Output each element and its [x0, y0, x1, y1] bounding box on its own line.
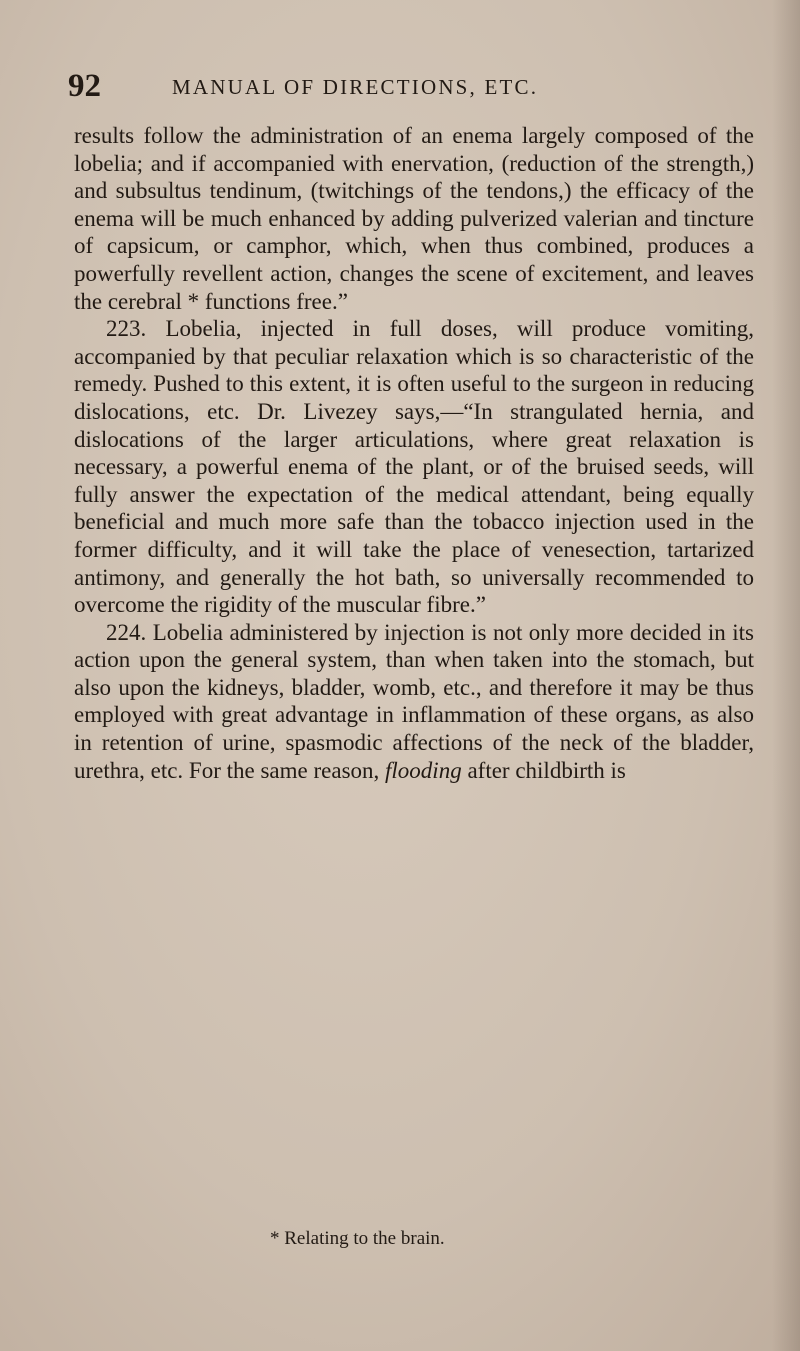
body-text: [74, 122, 754, 784]
page-header: [68, 66, 754, 106]
page-edge-shadow: [772, 0, 800, 1351]
footnote: * Relating to the brain.: [270, 1228, 445, 1249]
paragraph-224: [74, 619, 754, 785]
paragraph-224-end: after childbirth is: [461, 757, 626, 783]
paragraph-continued: results follow the administration of an enema largely composed of the lobelia; and if accompanied with enervation, (reduction of the strength,) and subsultus tendinum, (twitchings of the tendons,) the efficacy of the enema will be much enhanced by adding pulverized valerian and tincture of capsicum, or camphor, which, when thus combined, produces a powerfully revellent action, changes the scene of excitement, and leaves the cerebral * functions free.”: [74, 123, 754, 314]
page-number: 92: [68, 68, 101, 104]
running-head: MANUAL OF DIRECTIONS, ETC.: [172, 75, 539, 99]
italic-term: flooding: [385, 757, 462, 783]
paragraph-224-text: 224. Lobelia administered by injection is not only more decided in its action upon the general system, than when taken into the stomach, but also upon the kidneys, bladder, womb, etc., and therefore it may be thus employed with great advantage in inflammation of these organs, as also in retention of urine, spasmodic affections of the neck of the bladder, urethra, etc. For the same reason,: [74, 619, 754, 783]
paragraph-223: 223. Lobelia, injected in full doses, will produce vomiting, accompanied by that peculiar relaxation which is so characteristic of the remedy. Pushed to this extent, it is often useful to the surgeon in reducing dislocations, etc. Dr. Livezey says,—“In strangulated hernia, and dislocations of the larger articulations, where great relaxation is necessary, a powerful enema of the plant, or of the bruised seeds, will fully answer the expectation of the medical attendant, being equally beneficial and much more safe than the tobacco injection used in the former difficulty, and it will take the place of venesection, tartarized antimony, and generally the hot bath, so universally recommended to overcome the rigidity of the muscular fibre.”: [74, 316, 754, 618]
